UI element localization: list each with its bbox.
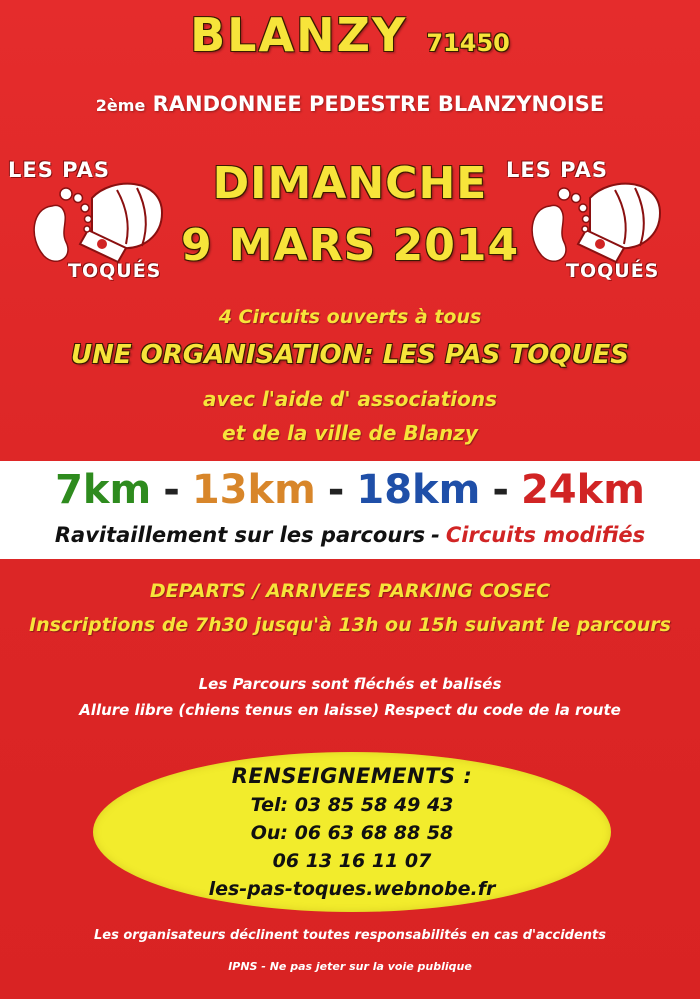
distance-24km: 24km (520, 467, 645, 513)
event-name: RANDONNEE PEDESTRE BLANZYNOISE (152, 92, 605, 116)
distances-band (0, 461, 700, 559)
distance-18km: 18km (356, 467, 481, 513)
registration-hours: Inscriptions de 7h30 jusqu'à 13h ou 15h suivant le parcours (29, 614, 671, 636)
event-date: 9 MARS 2014 (180, 220, 520, 271)
logo-top-text: LES PAS (8, 158, 111, 182)
supply-row (0, 523, 700, 547)
distance-separator: - (327, 467, 345, 513)
supply-separator: - (431, 523, 440, 547)
logo-bottom-text: TOQUÉS (68, 260, 162, 282)
departure-place: DEPARTS / ARRIVEES PARKING COSEC (149, 580, 551, 602)
event-day: DIMANCHE (212, 158, 488, 209)
distance-13km: 13km (191, 467, 316, 513)
marked-routes: Les Parcours sont fléchés et balisés (198, 675, 502, 693)
contact-heading: RENSEIGNEMENTS : (231, 764, 473, 788)
title-row (0, 8, 700, 62)
logo-bottom-text: TOQUÉS (566, 260, 660, 282)
ipns-notice: IPNS - Ne pas jeter sur la voie publique (228, 960, 472, 973)
city-line: et de la ville de Blanzy (222, 421, 478, 445)
distances-row (0, 467, 700, 513)
supply-text: Ravitaillement sur les parcours (54, 523, 426, 547)
contact-mobile: Ou: 06 63 68 88 58 (250, 822, 454, 844)
edition-label: 2ème (95, 96, 146, 115)
modified-circuits: Circuits modifiés (445, 523, 646, 547)
contact-ellipse (93, 752, 611, 912)
help-line: avec l'aide d' associations (202, 387, 498, 411)
distance-7km: 7km (55, 467, 152, 513)
town-name: BLANZY (190, 8, 408, 62)
event-subtitle (0, 92, 700, 116)
distance-separator: - (163, 467, 180, 513)
contact-mobile-alt: 06 13 16 11 07 (272, 850, 432, 872)
circuits-line: 4 Circuits ouverts à tous (218, 306, 482, 328)
liability-disclaimer: Les organisateurs déclinent toutes responsabilités en cas d'accidents (93, 928, 606, 943)
contact-website: les-pas-toques.webnobe.fr (208, 878, 496, 900)
organisation-line: UNE ORGANISATION: LES PAS TOQUES (71, 340, 629, 370)
distance-separator: - (492, 467, 509, 513)
postal-code: 71450 (426, 29, 510, 57)
logo-top-text: LES PAS (506, 158, 609, 182)
pace-rules: Allure libre (chiens tenus en laisse) Respect du code de la route (79, 701, 621, 719)
contact-phone: Tel: 03 85 58 49 43 (250, 794, 454, 816)
